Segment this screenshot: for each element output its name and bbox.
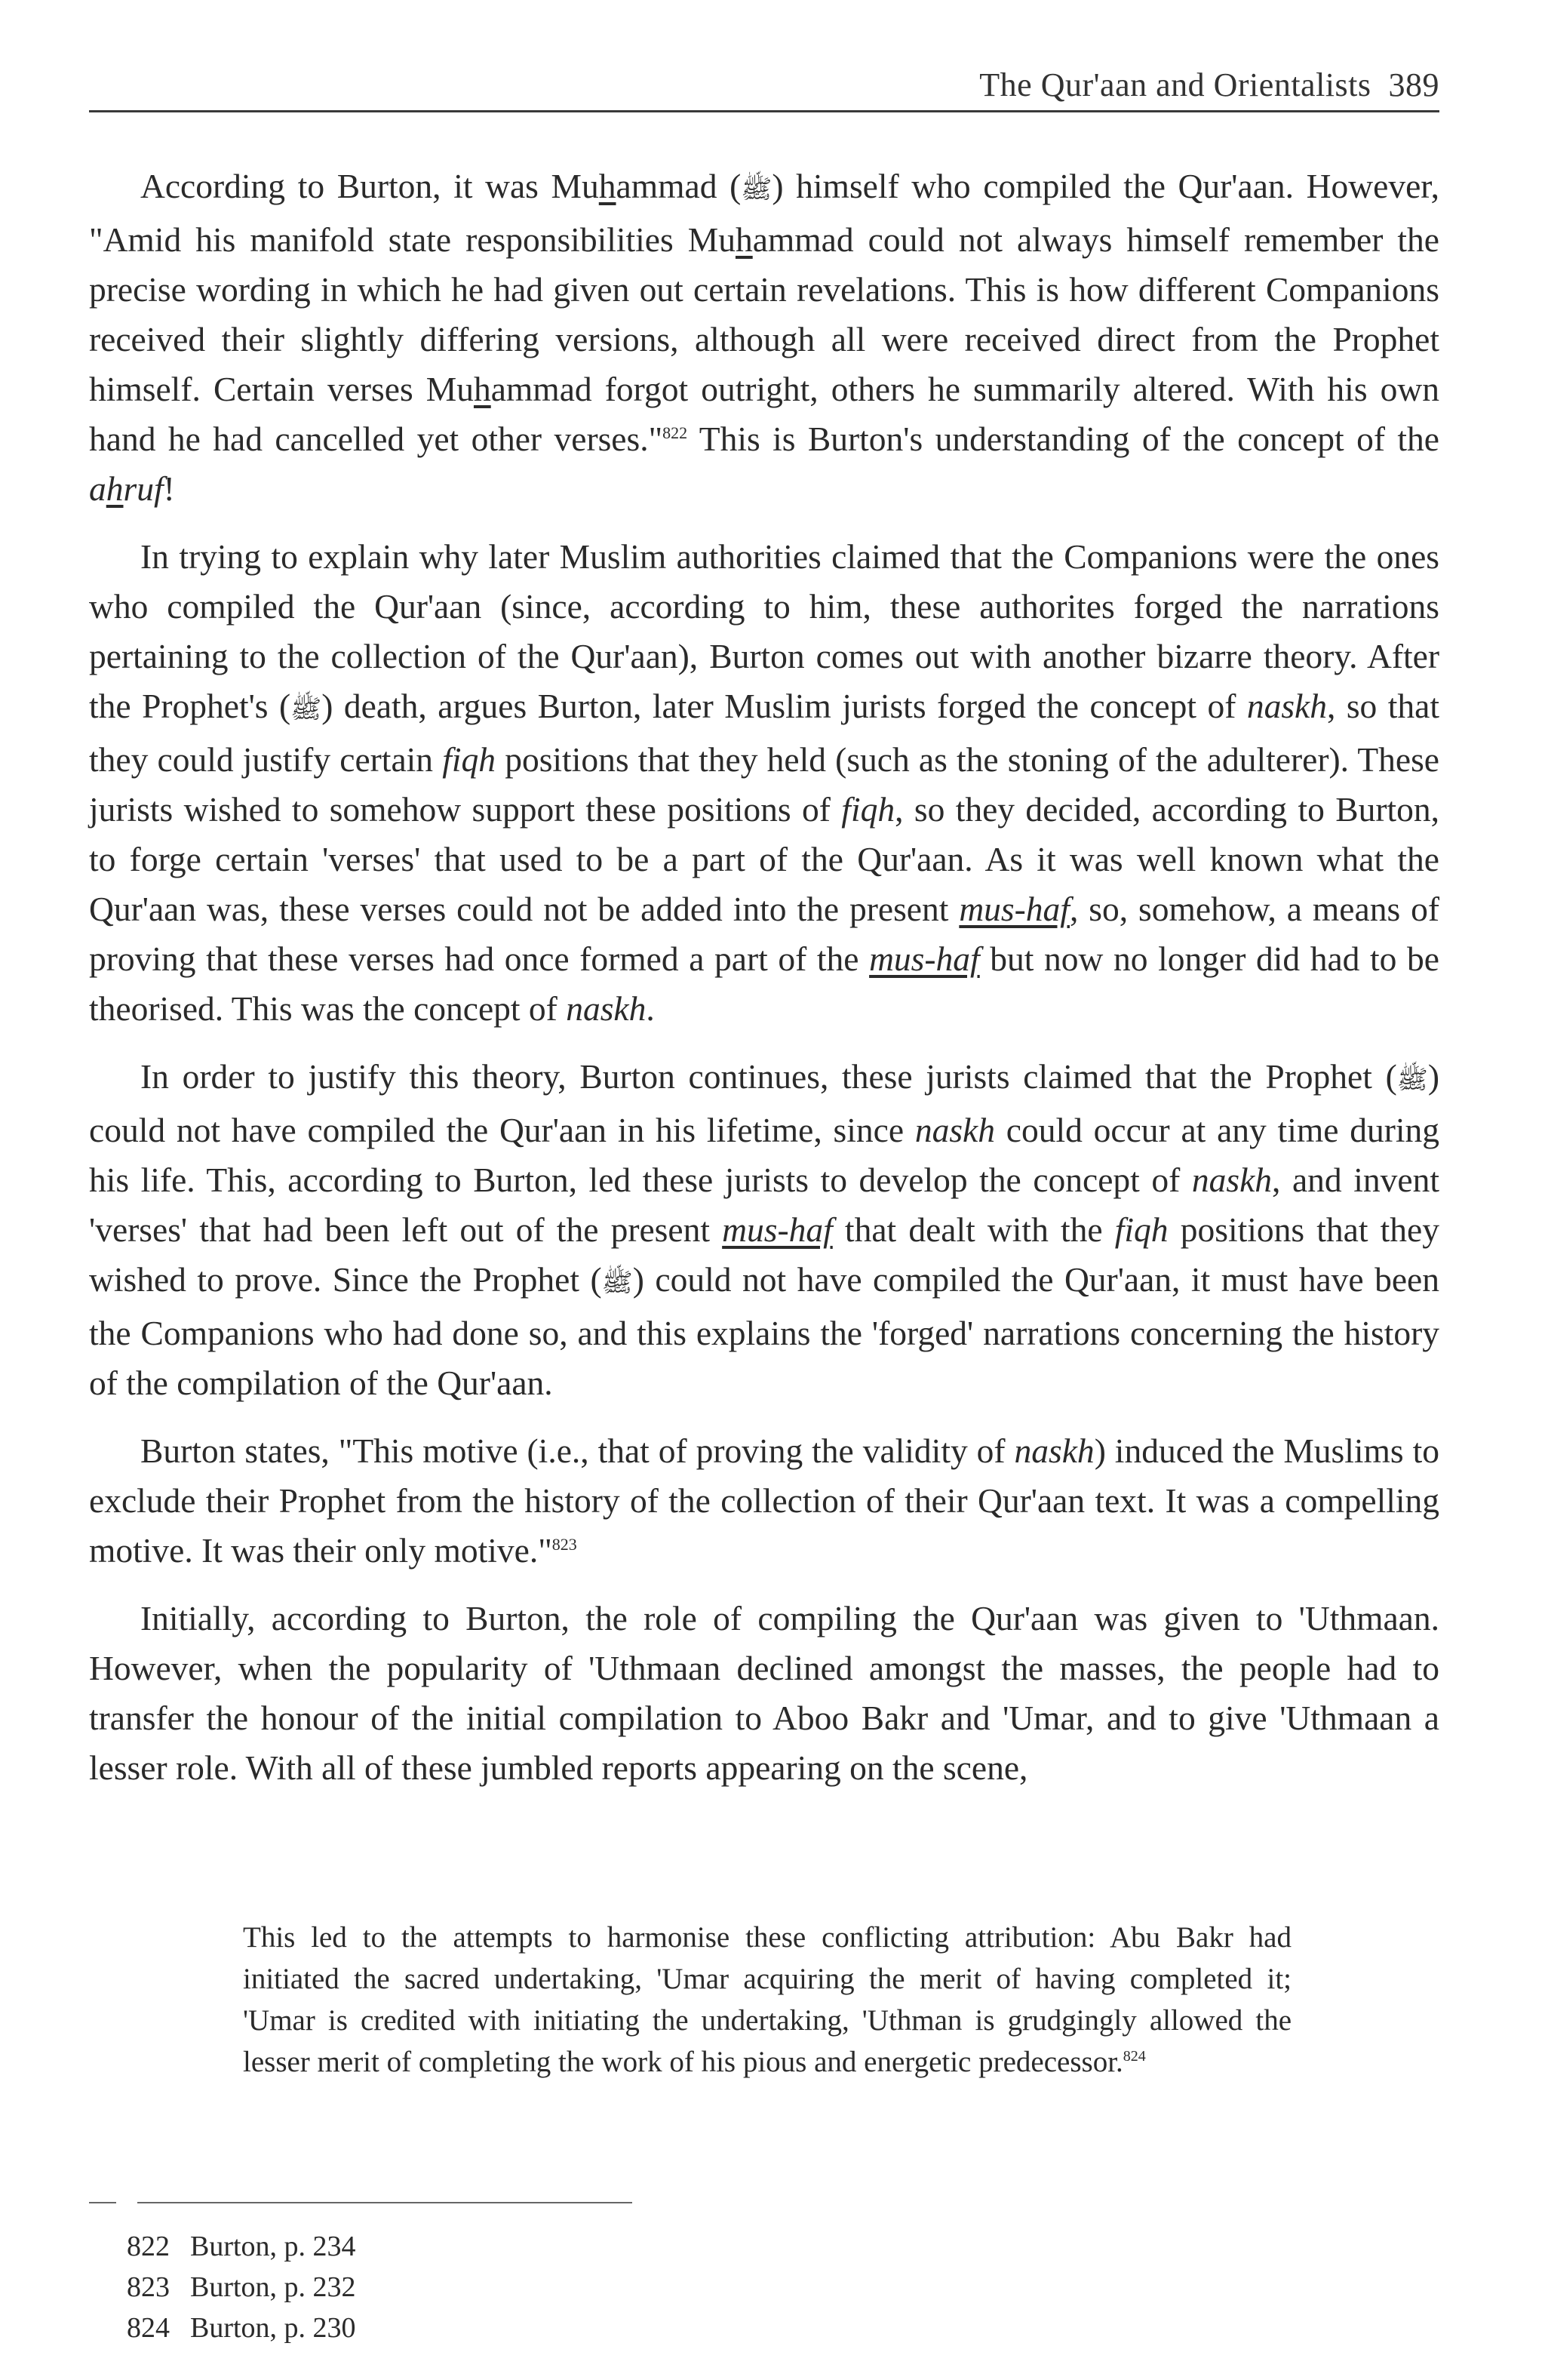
underlined-letter: h [473,370,491,408]
footnotes-list [127,2226,356,2348]
term-mus-haf: mus-haf [869,939,980,978]
main-text [89,161,1439,1811]
footnote-text: Burton, p. 232 [190,2271,356,2303]
text-run: ammad forgot outright, others he summarily altered. With his own hand he had cancelled yet other verses." [89,370,1439,458]
page-number: 389 [1388,66,1439,103]
paragraph-1 [89,161,1439,514]
running-title: The Qur'aan and Orientalists [979,66,1371,103]
block-quote-text: This led to the attempts to harmonise these conflicting attribution: Abu Bakr had initiated the sacred undertaking, 'Umar acquiring the merit of having completed it; 'Umar is credited with initiating the undertaking, 'Uthman is grudgingly allowed the lesser merit of completing the work of his pious and energetic predecessor. [243,1921,1292,2078]
term-mus-haf: mus-haf [959,890,1070,928]
text-run: ) could not have compiled the Qur'aan in his lifetime, since [89,1057,1439,1149]
footnote-divider-short [89,2202,116,2203]
term-fiqh: fiqh [841,790,895,829]
term-naskh: naskh [914,1111,995,1149]
footnote-number: 823 [127,2271,170,2303]
footnote-ref-823[interactable]: 823 [551,1534,577,1554]
text-run: ) himself who compiled the Qur'aan. However, "Amid his manifold state responsibilities Mu [89,167,1439,259]
text-run: . [646,989,655,1028]
footnote-823 [127,2267,356,2308]
term-naskh: naskh [1246,687,1327,725]
footnote-text: Burton, p. 230 [190,2312,356,2344]
footnote-824 [127,2308,356,2348]
text-run: , so they decided, according to Burton, to forge certain 'verses' that used to be a part of the Qur'aan. As it was well known what the Qur'aan was, these verses could not be added into the present [89,790,1439,928]
text-run: positions that they held (such as the stoning of the adulterer). These jurists wished to somehow support these positions of [89,740,1439,829]
term-naskh: naskh [1191,1161,1273,1199]
term-mus-haf: mus-haf [722,1210,833,1249]
text-run: Initially, according to Burton, the role of compiling the Qur'aan was given to 'Uthmaan. However, when the popularity of 'Uthmaan declined amongst the masses, the people had to transfer the honour of the initial compilation to Aboo Bakr and 'Umar, and to give 'Uthmaan a lesser role. With all of these jumbled reports appearing on the scene, [89,1599,1439,1787]
footnote-divider [137,2202,632,2203]
text-run: In trying to explain why later Muslim authorities claimed that the Companions were the ones who compiled the Qur'aan (since, according to him, these authorites forged the narrations pertaining to the collection of the Qur'aan), Burton comes out with another bizarre theory. After the Prophet's ( [89,537,1439,725]
underlined-letter: h [106,469,124,508]
underlined-letter: h [735,220,753,259]
term-fiqh: fiqh [1114,1210,1169,1249]
text-run: could occur at any time during his life. This, according to Burton, led these jurists to develop the concept of [89,1111,1439,1199]
paragraph-4 [89,1426,1439,1576]
paragraph-2 [89,532,1439,1034]
salutation-symbol: ﷺ [290,696,322,724]
text-run: ! [163,469,175,508]
term-ahruf [89,469,164,508]
text-run: ammad ( [616,167,742,205]
text-run: This is Burton's understanding of the concept of the [687,420,1440,458]
paragraph-5 [89,1594,1439,1793]
term-naskh: naskh [566,989,647,1028]
underlined-letter: h [598,167,616,205]
footnote-text: Burton, p. 234 [190,2231,356,2262]
salutation-symbol: ﷺ [601,1269,633,1297]
text-run: Burton states, "This motive (i.e., that of proving the validity of [140,1431,1015,1470]
text-run: ) death, argues Burton, later Muslim jurists forged the concept of [321,687,1247,725]
block-quote [243,1917,1292,2083]
footnote-number: 822 [127,2231,170,2262]
text-run: In order to justify this theory, Burton continues, these jurists claimed that the Prophet ( [140,1057,1397,1096]
text-run: positions that they wished to prove. Since the Prophet ( [89,1210,1439,1299]
salutation-symbol: ﷺ [741,176,772,204]
text-run: According to Burton, it was Mu [140,167,599,205]
text-run: , so that they could justify certain [89,687,1440,779]
text-run: but now no longer did had to be theorised. This was the concept of [89,939,1439,1028]
footnote-ref-822[interactable]: 822 [662,423,688,442]
header-text [979,66,1439,104]
footnote-ref-824[interactable]: 824 [1123,2048,1146,2065]
text-run: that dealt with the [832,1210,1115,1249]
term-naskh: naskh [1014,1431,1095,1470]
text-run: , so, somehow, a means of proving that these verses had once formed a part of the [89,890,1439,978]
text-run: ruf [123,469,164,508]
text-run: a [89,469,106,508]
text-run: ammad could not always himself remember the precise wording in which he had given out certain revelations. This is how different Companions received their slightly differing versions, although all were received direct from the Prophet himself. Certain verses Mu [89,220,1440,408]
paragraph-3 [89,1052,1439,1408]
text-run: ) induced the Muslims to exclude their Prophet from the history of the collection of their Qur'aan text. It was a compelling motive. It was their only motive." [89,1431,1439,1570]
footnote-822 [127,2226,356,2267]
text-run: ) could not have compiled the Qur'aan, it must have been the Companions who had done so, and this explains the 'forged' narrations concerning the history of the compilation of the Qur'aan. [89,1260,1439,1402]
salutation-symbol: ﷺ [1396,1066,1428,1094]
text-run: , and invent 'verses' that had been left out of the present [89,1161,1439,1249]
running-header [89,47,1439,112]
footnote-number: 824 [127,2312,170,2344]
term-fiqh: fiqh [442,740,496,779]
